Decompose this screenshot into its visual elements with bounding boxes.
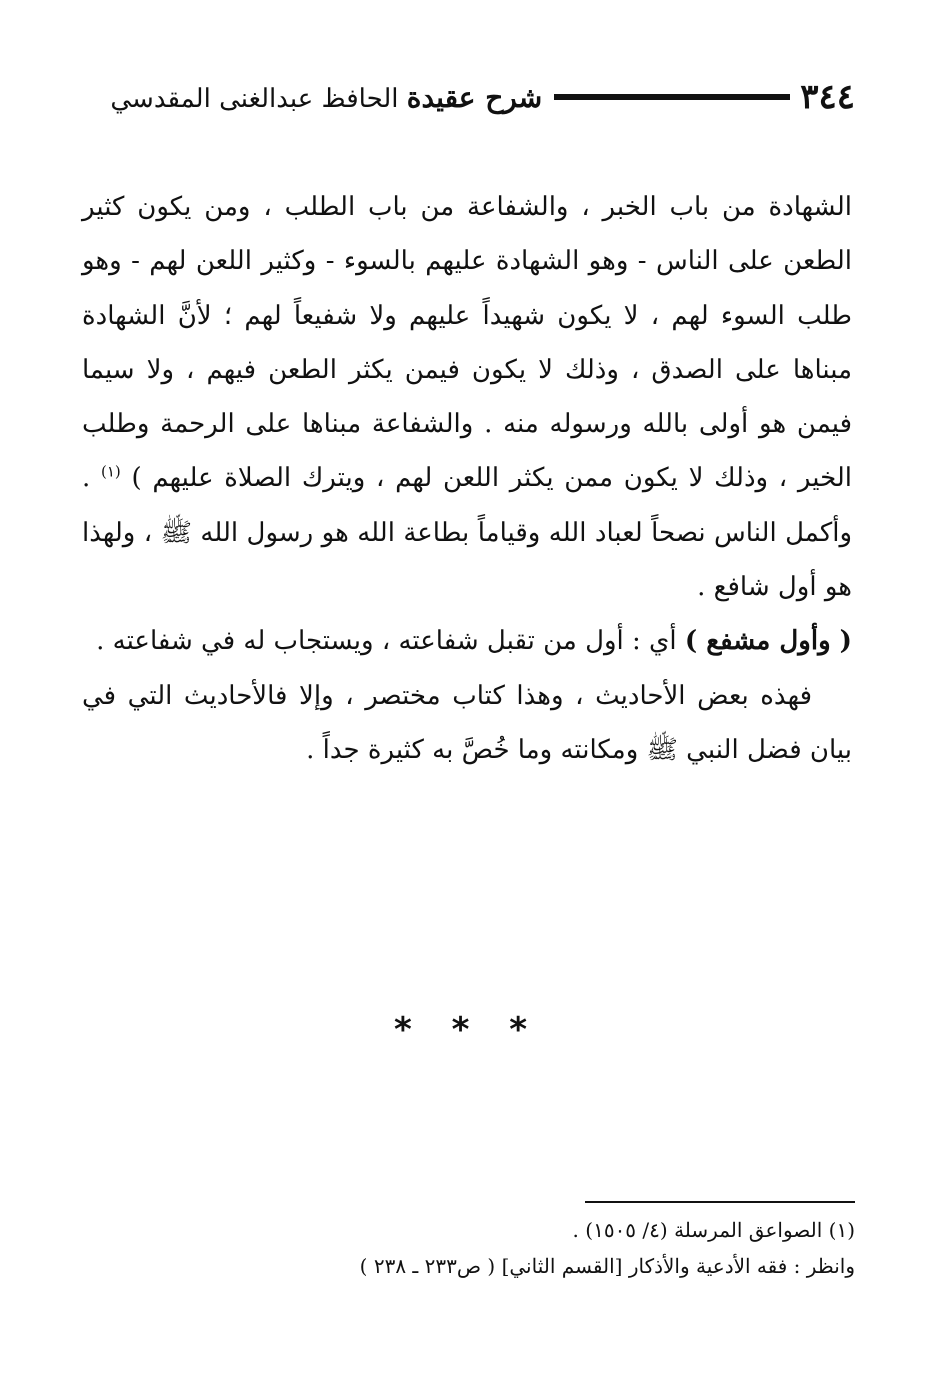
page-number: ٣٤٤ [800, 77, 855, 117]
footnote-1-extra: وانظر : فقه الأدعية والأذكار [القسم الثاني] ( ص٢٣٣ ـ ٢٣٨ ) [359, 1254, 855, 1278]
footnote-1: (١) الصواعق المرسلة (٤/ ١٥٠٥) . [572, 1218, 855, 1242]
paragraph-1-text-after: . وأكمل الناس نصحاً لعباد الله وقياماً بطاعة الله هو رسول الله ﷺ ، ولهذا هو أول شافع . [82, 463, 852, 603]
paragraph-1-text: الشهادة من باب الخبر ، والشفاعة من باب الطلب ، ومن يكون كثير الطعن على الناس - وهو الشهادة عليهم بالسوء - وكثير اللعن لهم - وهو طلب السوء لهم ، لا يكون شهيداً عليهم ولا شفيعاً لهم ؛ لأنَّ الشهادة مبناها على الصدق ، وذلك لا يكون فيمن يكثر الطعن فيهم ، ولا سيما فيمن هو أولى بالله ورسوله منه . والشفاعة مبناها على الرحمة وطلب الخير ، وذلك لا يكون ممن يكثر اللعن لهم ، ويترك الصلاة عليهم ) [82, 192, 853, 494]
running-title [110, 81, 542, 114]
footnote-ref-1: (١) [100, 462, 121, 481]
section-separator: * * * [393, 1010, 541, 1050]
paragraph-2 [82, 614, 852, 668]
paragraph-2-lead: ( وأول مشفع ) [684, 626, 852, 657]
book-title-bold: شرح عقيدة [406, 80, 543, 114]
footnotes [200, 1212, 855, 1284]
book-title-rest: الحافظ عبدالغنى المقدسي [110, 83, 399, 114]
footnote-rule [585, 1201, 855, 1203]
running-header [40, 72, 855, 122]
header-rule [554, 94, 790, 100]
main-text [82, 180, 852, 777]
paragraph-2-text: أي : أول من تقبل شفاعته ، ويستجاب له في شفاعته . [96, 626, 685, 657]
paragraph-1 [82, 180, 852, 614]
paragraph-3: فهذه بعض الأحاديث ، وهذا كتاب مختصر ، وإلا فالأحاديث التي في بيان فضل النبي ﷺ ومكانته وما خُصَّ به كثيرة جداً . [82, 680, 852, 765]
